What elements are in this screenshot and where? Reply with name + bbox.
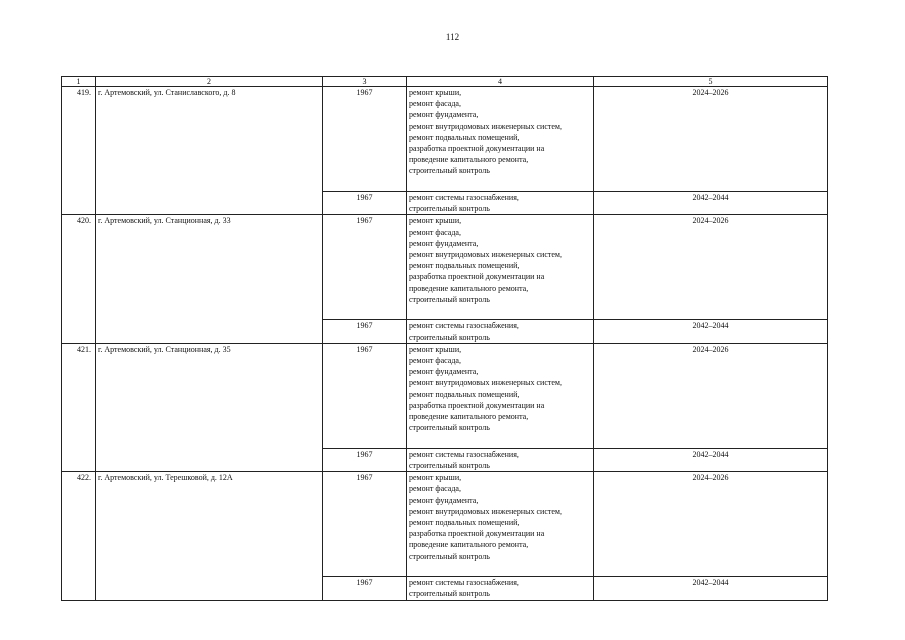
work-item: проведение капитального ремонта,	[409, 155, 529, 165]
work-item: ремонт подвальных помещений,	[409, 389, 520, 399]
record-address: г. Артемовский, ул. Станиславского, д. 8	[96, 87, 323, 215]
column-header-year: 3	[323, 77, 407, 87]
repair-period: 2042–2044	[594, 192, 828, 215]
table-body	[62, 87, 828, 601]
works-list	[407, 577, 594, 600]
works-list	[407, 448, 594, 471]
work-item: ремонт фасада,	[409, 356, 461, 366]
work-item: ремонт фундамента,	[409, 495, 479, 505]
work-item: ремонт крыши,	[409, 473, 462, 483]
page-number: 112	[445, 32, 460, 42]
work-item: строительный контроль	[409, 551, 490, 561]
work-item: проведение капитального ремонта,	[409, 540, 529, 550]
record-number: 420.	[62, 215, 96, 343]
repair-period: 2042–2044	[594, 320, 828, 343]
works-list	[407, 343, 594, 448]
work-item: ремонт внутридомовых инженерных систем,	[409, 250, 562, 260]
commissioning-year: 1967	[323, 192, 407, 215]
work-item: ремонт внутридомовых инженерных систем,	[409, 378, 562, 388]
work-item: ремонт крыши,	[409, 344, 462, 354]
works-list	[407, 472, 594, 577]
work-item: разработка проектной документации на	[409, 272, 545, 282]
table-row	[62, 472, 828, 577]
work-item: разработка проектной документации на	[409, 529, 545, 539]
work-item: строительный контроль	[409, 294, 490, 304]
commissioning-year: 1967	[323, 343, 407, 448]
work-item: строительный контроль	[409, 461, 490, 471]
column-header-period: 5	[594, 77, 828, 87]
work-item: ремонт подвальных помещений,	[409, 261, 520, 271]
work-item: ремонт крыши,	[409, 88, 462, 97]
works-list	[407, 320, 594, 343]
commissioning-year: 1967	[323, 472, 407, 577]
work-item: ремонт фундамента,	[409, 110, 479, 120]
record-address: г. Артемовский, ул. Станционная, д. 35	[96, 343, 323, 471]
repair-period: 2042–2044	[594, 577, 828, 600]
work-item: ремонт системы газоснабжения,	[409, 193, 519, 202]
work-item: строительный контроль	[409, 166, 490, 176]
commissioning-year: 1967	[323, 320, 407, 343]
work-item: ремонт системы газоснабжения,	[409, 321, 519, 331]
column-header-works: 4	[407, 77, 594, 87]
work-item: ремонт крыши,	[409, 216, 462, 226]
work-item: проведение капитального ремонта,	[409, 412, 529, 422]
header-row	[62, 77, 828, 87]
record-address: г. Артемовский, ул. Станционная, д. 33	[96, 215, 323, 343]
works-list	[407, 215, 594, 320]
work-item: ремонт фасада,	[409, 227, 461, 237]
capital-repair-table	[61, 76, 828, 601]
commissioning-year: 1967	[323, 448, 407, 471]
repair-period: 2024–2026	[594, 87, 828, 192]
work-item: ремонт фундамента,	[409, 367, 479, 377]
work-item: ремонт фасада,	[409, 99, 461, 109]
repair-period: 2024–2026	[594, 472, 828, 577]
table-row	[62, 343, 828, 448]
work-item: проведение капитального ремонта,	[409, 283, 529, 293]
works-list	[407, 87, 594, 192]
work-item: строительный контроль	[409, 332, 490, 342]
work-item: ремонт внутридомовых инженерных систем,	[409, 506, 562, 516]
repair-period: 2024–2026	[594, 215, 828, 320]
repair-period: 2024–2026	[594, 343, 828, 448]
work-item: ремонт системы газоснабжения,	[409, 578, 519, 588]
works-list	[407, 192, 594, 215]
work-item: ремонт подвальных помещений,	[409, 132, 520, 142]
table-row	[62, 87, 828, 192]
record-address: г. Артемовский, ул. Терешковой, д. 12А	[96, 472, 323, 600]
record-number: 419.	[62, 87, 96, 215]
work-item: строительный контроль	[409, 589, 490, 599]
work-item: ремонт подвальных помещений,	[409, 518, 520, 528]
column-header-number: 1	[62, 77, 96, 87]
work-item: разработка проектной документации на	[409, 400, 545, 410]
commissioning-year: 1967	[323, 215, 407, 320]
commissioning-year: 1967	[323, 87, 407, 192]
record-number: 421.	[62, 343, 96, 471]
work-item: ремонт фасада,	[409, 484, 461, 494]
table-row	[62, 215, 828, 320]
work-item: ремонт фундамента,	[409, 238, 479, 248]
column-header-address: 2	[96, 77, 323, 87]
commissioning-year: 1967	[323, 577, 407, 600]
work-item: строительный контроль	[409, 204, 490, 214]
work-item: ремонт системы газоснабжения,	[409, 449, 519, 459]
work-item: разработка проектной документации на	[409, 144, 545, 154]
record-number: 422.	[62, 472, 96, 600]
work-item: ремонт внутридомовых инженерных систем,	[409, 121, 562, 131]
work-item: строительный контроль	[409, 423, 490, 433]
repair-period: 2042–2044	[594, 448, 828, 471]
